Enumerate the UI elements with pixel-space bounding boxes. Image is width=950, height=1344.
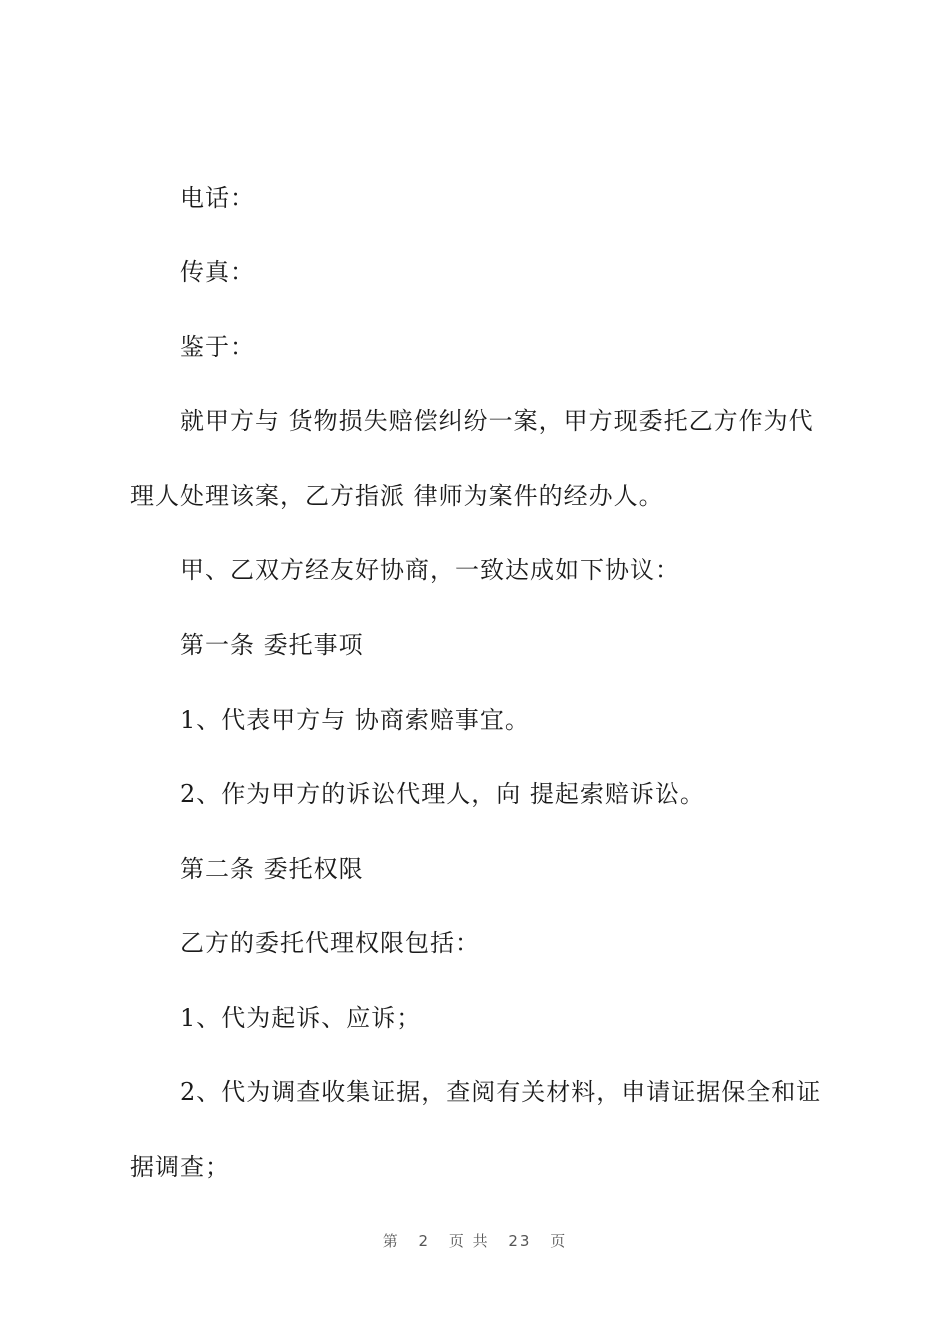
phone-label: 电话： [180, 184, 255, 212]
list-item: 2、作为甲方的诉讼代理人，向 提起索赔诉讼。 [180, 780, 705, 808]
whereas-label: 鉴于： [180, 333, 255, 361]
paragraph-line: 甲、乙双方经友好协商，一致达成如下协议： [180, 556, 680, 584]
page-footer [0, 1230, 950, 1251]
list-item: 1、代为起诉、应诉； [180, 1004, 422, 1032]
article-heading: 第二条 委托权限 [180, 855, 364, 883]
footer-label-page: 第 [382, 1232, 400, 1250]
list-item: 2、代为调查收集证据，查阅有关材料，申请证据保全和证 [180, 1078, 822, 1106]
footer-label-of: 页 共 [448, 1232, 490, 1250]
fax-label: 传真： [180, 258, 255, 286]
article-heading: 第一条 委托事项 [180, 631, 364, 659]
footer-label-end: 页 [550, 1232, 568, 1250]
paragraph-line: 乙方的委托代理权限包括： [180, 929, 480, 957]
list-item-continuation: 据调查； [130, 1153, 230, 1181]
total-pages-number: 23 [508, 1232, 532, 1250]
list-item: 1、代表甲方与 协商索赔事宜。 [180, 706, 530, 734]
paragraph-line: 理人处理该案，乙方指派 律师为案件的经办人。 [130, 482, 664, 510]
paragraph-line: 就甲方与 货物损失赔偿纠纷一案，甲方现委托乙方作为代 [180, 407, 814, 435]
current-page-number: 2 [418, 1232, 431, 1250]
